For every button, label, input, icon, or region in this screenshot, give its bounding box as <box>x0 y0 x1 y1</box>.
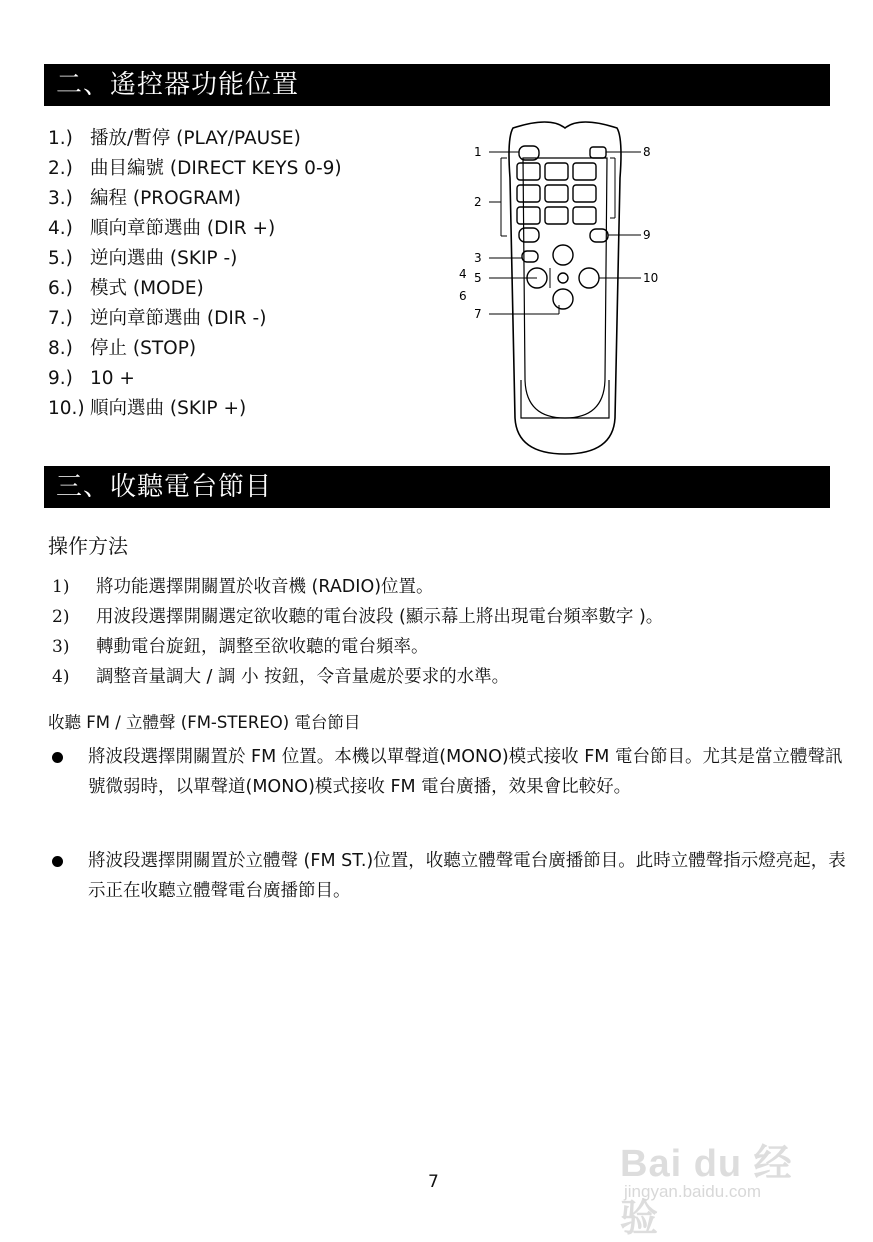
list-item: 4) 調整音量調大 / 調 小 按鈕，令音量處於要求的水準。 <box>52 667 510 687</box>
operation-steps <box>52 572 663 692</box>
watermark-url: jingyan.baidu.com <box>624 1182 762 1201</box>
bullet-dot-icon <box>52 752 63 763</box>
callout-5: 5 <box>474 271 482 285</box>
callout-10: 10 <box>643 271 659 285</box>
list-item: 8.) 停止 (STOP) <box>48 338 197 359</box>
callout-3: 3 <box>474 251 482 265</box>
remote-diagram <box>455 118 685 458</box>
section-heading-radio: 三、收聽電台節目 <box>44 466 830 508</box>
section-heading-remote: 二、遙控器功能位置 <box>44 64 830 106</box>
list-item: 3) 轉動電台旋鈕，調整至欲收聽的電台頻率。 <box>52 637 429 657</box>
fm-stereo-heading: 收聽 FM / 立體聲 (FM-STEREO) 電台節目 <box>48 713 361 732</box>
watermark-logo: Bai du 经验 <box>620 1143 793 1240</box>
callout-6: 6 <box>459 289 467 303</box>
callout-7: 7 <box>474 307 482 321</box>
callout-1: 1 <box>474 145 482 159</box>
list-item: 1.) 播放/暫停 (PLAY/PAUSE) <box>48 128 301 149</box>
operation-subheading: 操作方法 <box>48 534 128 558</box>
callout-4: 4 <box>459 267 467 281</box>
list-item: 10.) 順向選曲 (SKIP +) <box>48 398 247 419</box>
callout-9: 9 <box>643 228 651 242</box>
callout-8: 8 <box>643 145 651 159</box>
list-item: 7.) 逆向章節選曲 (DIR -) <box>48 308 267 329</box>
bullet-dot-icon <box>52 856 63 867</box>
list-item: 2.) 曲目編號 (DIRECT KEYS 0-9) <box>48 158 342 179</box>
page-number: 7 <box>428 1172 439 1192</box>
remote-function-list <box>48 124 342 424</box>
list-item: 2) 用波段選擇開關選定欲收聽的電台波段 (顯示幕上將出現電台頻率數字 )。 <box>52 607 664 627</box>
watermark <box>620 1130 830 1240</box>
bullet-text: 將波段選擇開關置於立體聲 (FM ST.)位置，收聽立體聲電台廣播節目。此時立體聲指示燈亮起，表示正在收聽立體聲電台廣播節目。 <box>88 851 846 901</box>
list-item: 6.) 模式 (MODE) <box>48 278 204 299</box>
list-item: 3.) 編程 (PROGRAM) <box>48 188 241 209</box>
list-item: 4.) 順向章節選曲 (DIR +) <box>48 218 276 239</box>
callout-2: 2 <box>474 195 482 209</box>
list-item: 1) 將功能選擇開關置於收音機 (RADIO)位置。 <box>52 577 434 597</box>
bullet-text: 將波段選擇開關置於 FM 位置。本機以單聲道(MONO)模式接收 FM 電台節目。尤其是當立體聲訊號微弱時，以單聲道(MONO)模式接收 FM 電台廣播，效果會比較好。 <box>88 747 843 797</box>
list-item: 9.) 10 + <box>48 368 135 389</box>
list-item: 5.) 逆向選曲 (SKIP -) <box>48 248 238 269</box>
